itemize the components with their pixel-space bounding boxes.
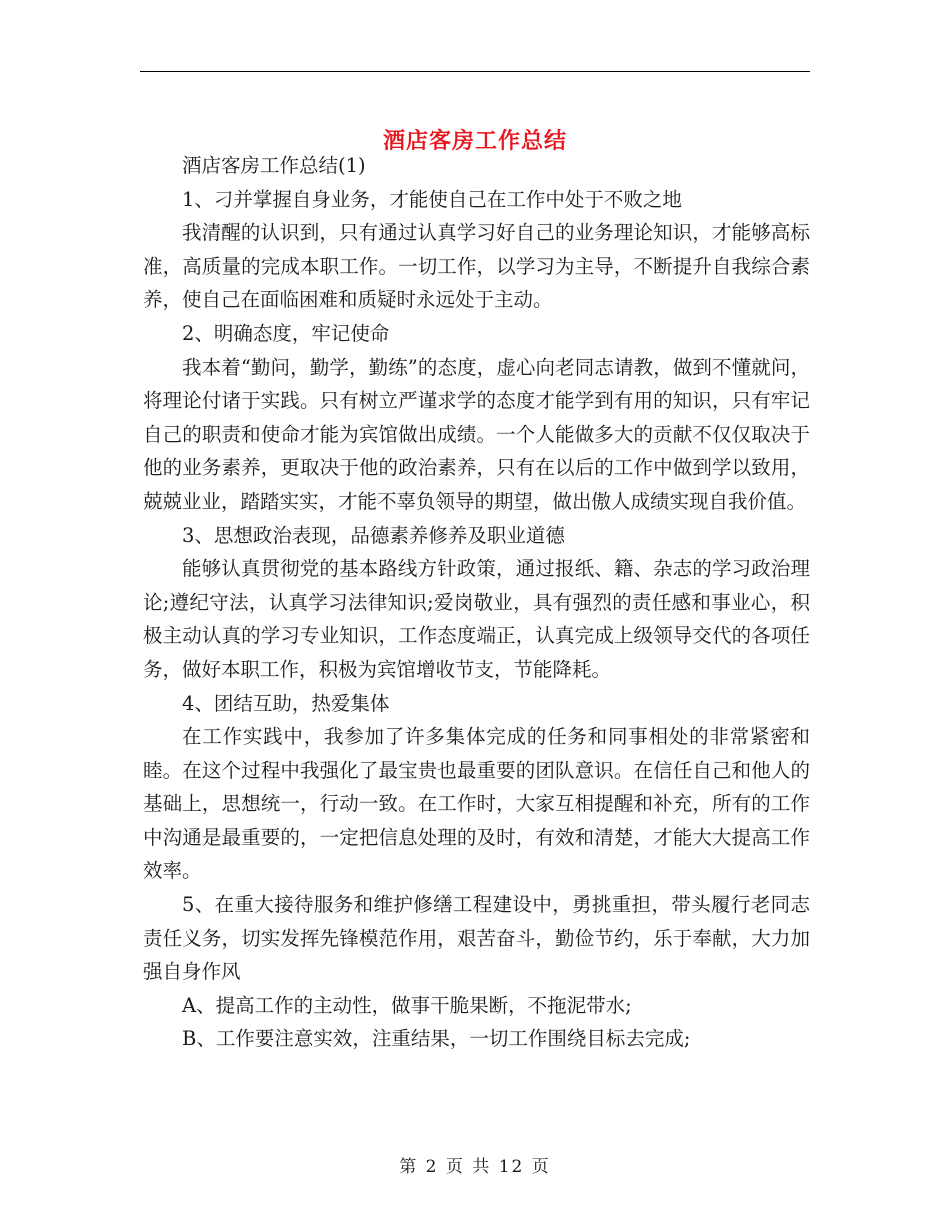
- paragraph-heading-3: 3、思想政治表现，品德素养修养及职业道德: [182, 523, 565, 547]
- paragraph-item-a: A、提高工作的主动性，做事干脆果断，不拖泥带水;: [182, 993, 632, 1017]
- document-title: 酒店客房工作总结: [382, 127, 567, 154]
- paragraph-subtitle: 酒店客房工作总结(1): [182, 154, 366, 177]
- document-body: [143, 149, 810, 1056]
- paragraph-heading-4: 4、团结互助，热爱集体: [182, 691, 390, 715]
- paragraph-heading-5: 5、在重大接待服务和维护修缮工程建设中，勇挑重担，带头履行老同志责任义务，切实发挥先锋模范作用，艰苦奋斗，勤俭节约，乐于奉献，大力加强自身作风: [143, 893, 810, 984]
- paragraph-body-3: 能够认真贯彻党的基本路线方针政策，通过报纸、籍、杂志的学习政治理论;遵纪守法，认真学习法律知识;爱岗敬业，具有强烈的责任感和事业心，积极主动认真的学习专业知识，工作态度端正，认真完成上级领导交代的各项任务，做好本职工作，积极为宾馆增收节支，节能降耗。: [143, 557, 810, 681]
- paragraph-body-2: 我本着“勤问，勤学，勤练”的态度，虚心向老同志请教，做到不懂就问，将理论付诸于实践。只有树立严谨求学的态度才能学到有用的知识，只有牢记自己的职责和使命才能为宾馆做出成绩。一个人能做多大的贡献不仅仅取决于他的业务素养，更取决于他的政治素养，只有在以后的工作中做到学以致用，兢兢业业，踏踏实实，才能不辜负领导的期望，做出傲人成绩实现自我价值。: [143, 355, 810, 513]
- paragraph-body-4: 在工作实践中，我参加了许多集体完成的任务和同事相处的非常紧密和睦。在这个过程中我强化了最宝贵也最重要的团队意识。在信任自己和他人的基础上，思想统一，行动一致。在工作时，大家互相提醒和补充，所有的工作中沟通是最重要的，一定把信息处理的及时，有效和清楚，才能大大提高工作效率。: [143, 725, 810, 883]
- header-rule: [140, 71, 810, 72]
- paragraph-body-1: 我清醒的认识到，只有通过认真学习好自己的业务理论知识，才能够高标准，高质量的完成本职工作。一切工作，以学习为主导，不断提升自我综合素养，使自己在面临困难和质疑时永远处于主动。: [143, 221, 810, 312]
- paragraph-heading-2: 2、明确态度，牢记使命: [182, 321, 390, 345]
- paragraph-item-b: B、工作要注意实效，注重结果，一切工作围绕目标去完成;: [182, 1027, 691, 1051]
- page-number-footer: 第 2 页 共 12 页: [399, 1157, 551, 1177]
- paragraph-heading-1: 1、刁并掌握自身业务，才能使自己在工作中处于不败之地: [182, 187, 682, 211]
